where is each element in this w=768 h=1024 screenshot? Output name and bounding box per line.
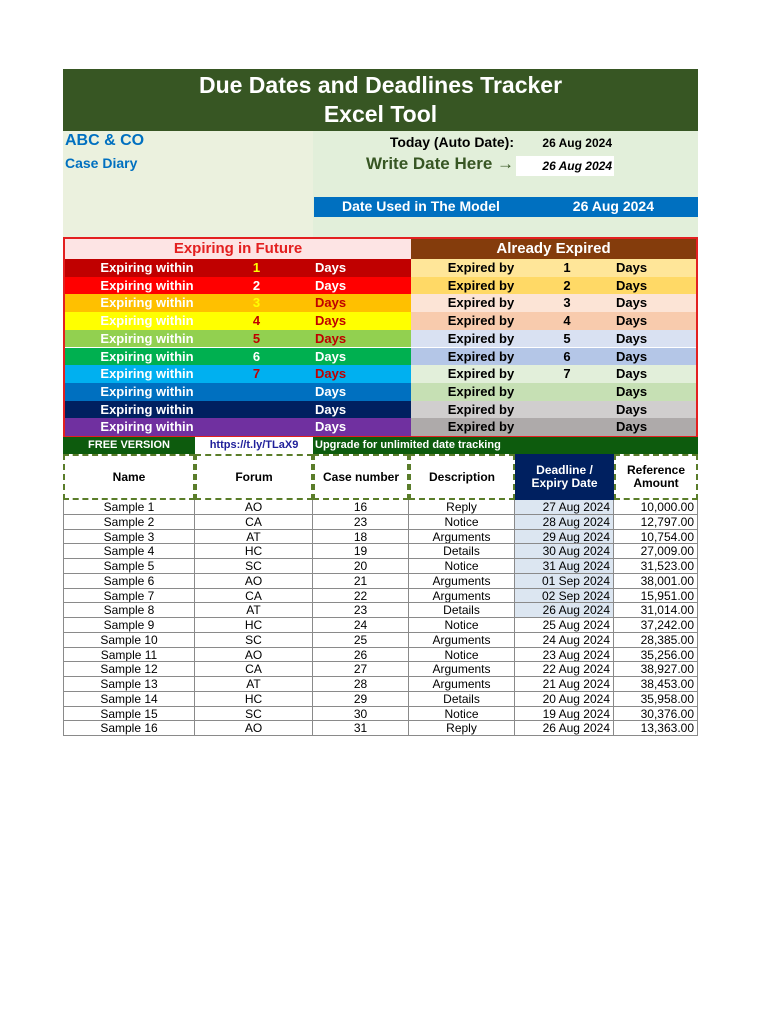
- table-cell: 35,256.00: [614, 648, 698, 663]
- table-cell: 31: [313, 721, 409, 736]
- legend-future-label: Expiring within: [100, 330, 194, 346]
- table-cell: 27: [313, 662, 409, 677]
- table-cell: Arguments: [409, 589, 515, 604]
- table-cell: 23: [313, 603, 409, 618]
- table-row[interactable]: [63, 589, 698, 604]
- table-row[interactable]: [63, 515, 698, 530]
- legend-future-days: Days: [315, 348, 347, 364]
- table-cell: Sample 13: [63, 677, 195, 692]
- table-cell: Details: [409, 603, 515, 618]
- table-cell: 29 Aug 2024: [515, 530, 614, 545]
- legend-expired-label: Expired by: [447, 277, 515, 293]
- legend-expired-row: [411, 312, 696, 330]
- table-row[interactable]: [63, 677, 698, 692]
- model-date-value: 26 Aug 2024: [572, 198, 654, 214]
- table-cell: 23 Aug 2024: [515, 648, 614, 663]
- legend-expired-days: Days: [616, 330, 648, 346]
- legend-expired-days: Days: [616, 419, 648, 435]
- table-cell: AT: [195, 530, 313, 545]
- table-cell: HC: [195, 692, 313, 707]
- table-cell: 24 Aug 2024: [515, 633, 614, 648]
- table-cell: 02 Sep 2024: [515, 589, 614, 604]
- legend-expired-row: [411, 294, 696, 312]
- legend-future-row: [65, 383, 411, 401]
- table-cell: 28: [313, 677, 409, 692]
- table-cell: Sample 7: [63, 589, 195, 604]
- legend-expired-num: 7: [563, 366, 571, 382]
- legend-expired-days: Days: [616, 366, 648, 382]
- legend-future-num: 7: [252, 366, 261, 382]
- table-cell: Arguments: [409, 633, 515, 648]
- table-cell: Sample 14: [63, 692, 195, 707]
- legend-future-days: Days: [315, 330, 347, 346]
- legend-expired-row: [411, 277, 696, 295]
- legend-future-days: Days: [315, 401, 347, 417]
- table-row[interactable]: [63, 721, 698, 736]
- legend-expired-row: [411, 365, 696, 383]
- table-cell: 25: [313, 633, 409, 648]
- legend-future-label: Expiring within: [100, 401, 194, 417]
- legend-future-row: [65, 294, 411, 312]
- table-cell: CA: [195, 662, 313, 677]
- table-row[interactable]: [63, 544, 698, 559]
- table-cell: 19: [313, 544, 409, 559]
- legend-future-days: Days: [315, 260, 347, 275]
- legend-expired-row: [411, 348, 696, 366]
- table-cell: Notice: [409, 559, 515, 574]
- table-cell: Notice: [409, 618, 515, 633]
- table-cell: 12,797.00: [614, 515, 698, 530]
- legend-expired-days: Days: [616, 295, 648, 311]
- column-header: Forum: [195, 454, 313, 500]
- legend-future-days: Days: [315, 295, 347, 311]
- table-cell: 30: [313, 707, 409, 722]
- table-cell: 20 Aug 2024: [515, 692, 614, 707]
- table-cell: Sample 3: [63, 530, 195, 545]
- table-cell: 15,951.00: [614, 589, 698, 604]
- legend-future-label: Expiring within: [100, 383, 194, 399]
- table-cell: Notice: [409, 648, 515, 663]
- title-line-1: Due Dates and Deadlines Tracker: [198, 72, 563, 98]
- legend-future-num: 6: [252, 348, 261, 364]
- legend-future-row: [65, 277, 411, 295]
- legend-expired-days: Days: [616, 313, 648, 329]
- table-row[interactable]: [63, 530, 698, 545]
- table-cell: 23: [313, 515, 409, 530]
- legend-future-row: [65, 365, 411, 383]
- upgrade-link[interactable]: https://t.ly/TLaX9: [195, 437, 313, 454]
- table-cell: Reply: [409, 500, 515, 515]
- legend-expired-row: [411, 330, 696, 348]
- expiry-legend: [63, 237, 698, 437]
- legend-future-label: Expiring within: [100, 260, 194, 275]
- model-date-bar: [314, 197, 698, 217]
- table-cell: 21: [313, 574, 409, 589]
- legend-expired-row: [411, 401, 696, 419]
- table-cell: 28,385.00: [614, 633, 698, 648]
- table-cell: HC: [195, 544, 313, 559]
- legend-expired-label: Expired by: [447, 366, 515, 382]
- legend-future-label: Expiring within: [100, 313, 194, 329]
- column-header: Name: [63, 454, 195, 500]
- table-cell: 22: [313, 589, 409, 604]
- legend-expired-days: Days: [616, 277, 648, 293]
- table-cell: 10,000.00: [614, 500, 698, 515]
- legend-expired-num: 4: [563, 313, 571, 329]
- table-cell: HC: [195, 618, 313, 633]
- table-cell: 01 Sep 2024: [515, 574, 614, 589]
- legend-expired-num: 1: [563, 260, 571, 275]
- legend-expired-row: [411, 418, 696, 436]
- legend-expired-row: [411, 259, 696, 277]
- column-header: Case number: [313, 454, 409, 500]
- legend-expired-days: Days: [616, 348, 648, 364]
- future-legend-heading: Expiring in Future: [65, 239, 411, 259]
- table-cell: 27 Aug 2024: [515, 500, 614, 515]
- table-cell: Arguments: [409, 677, 515, 692]
- legend-future-num: 3: [252, 295, 261, 311]
- table-cell: 31,014.00: [614, 603, 698, 618]
- today-value: 26 Aug 2024: [542, 136, 612, 150]
- legend-future-label: Expiring within: [100, 277, 194, 293]
- table-cell: Details: [409, 544, 515, 559]
- expired-legend-heading: Already Expired: [411, 239, 696, 259]
- legend-future-label: Expiring within: [100, 295, 194, 311]
- page-title: [63, 69, 698, 131]
- column-header: Deadline / Expiry Date: [515, 454, 614, 500]
- table-cell: 38,927.00: [614, 662, 698, 677]
- legend-expired-num: 3: [563, 295, 571, 311]
- legend-future-row: [65, 312, 411, 330]
- legend-expired-label: Expired by: [447, 348, 515, 364]
- legend-expired-label: Expired by: [447, 419, 515, 435]
- table-cell: 31 Aug 2024: [515, 559, 614, 574]
- legend-future-days: Days: [315, 277, 347, 293]
- legend-future-num: 1: [252, 260, 261, 275]
- table-cell: 26: [313, 648, 409, 663]
- table-cell: SC: [195, 633, 313, 648]
- legend-future-days: Days: [315, 313, 347, 329]
- table-row[interactable]: [63, 618, 698, 633]
- legend-future-row: [65, 330, 411, 348]
- upgrade-text: Upgrade for unlimited date tracking: [313, 437, 698, 454]
- table-cell: Sample 9: [63, 618, 195, 633]
- table-cell: 27,009.00: [614, 544, 698, 559]
- write-date-input[interactable]: 26 Aug 2024: [516, 156, 614, 176]
- table-cell: 31,523.00: [614, 559, 698, 574]
- table-cell: 38,001.00: [614, 574, 698, 589]
- table-cell: 30 Aug 2024: [515, 544, 614, 559]
- table-cell: Sample 4: [63, 544, 195, 559]
- legend-expired-days: Days: [616, 260, 648, 275]
- legend-expired-days: Days: [616, 383, 648, 399]
- table-cell: Arguments: [409, 574, 515, 589]
- table-row[interactable]: [63, 500, 698, 515]
- table-cell: Notice: [409, 707, 515, 722]
- table-cell: 10,754.00: [614, 530, 698, 545]
- table-cell: AT: [195, 677, 313, 692]
- table-cell: Sample 5: [63, 559, 195, 574]
- legend-future-num: 4: [252, 313, 261, 329]
- table-cell: 37,242.00: [614, 618, 698, 633]
- legend-expired-label: Expired by: [447, 295, 515, 311]
- table-row[interactable]: [63, 707, 698, 722]
- table-cell: SC: [195, 559, 313, 574]
- column-header: Description: [409, 454, 515, 500]
- legend-future-row: [65, 401, 411, 419]
- table-cell: 20: [313, 559, 409, 574]
- legend-future-row: [65, 259, 411, 277]
- table-row[interactable]: [63, 574, 698, 589]
- table-cell: Sample 1: [63, 500, 195, 515]
- table-cell: Sample 6: [63, 574, 195, 589]
- legend-expired-label: Expired by: [447, 383, 515, 399]
- table-cell: Arguments: [409, 530, 515, 545]
- table-cell: 22 Aug 2024: [515, 662, 614, 677]
- legend-expired-label: Expired by: [447, 313, 515, 329]
- table-cell: 28 Aug 2024: [515, 515, 614, 530]
- case-diary-label: Case Diary: [65, 155, 138, 171]
- table-cell: AO: [195, 648, 313, 663]
- table-cell: 38,453.00: [614, 677, 698, 692]
- table-cell: Sample 16: [63, 721, 195, 736]
- write-date-label: Write Date Here →: [365, 154, 514, 173]
- table-row[interactable]: [63, 692, 698, 707]
- table-cell: 26 Aug 2024: [515, 603, 614, 618]
- table-cell: Sample 11: [63, 648, 195, 663]
- table-cell: Sample 10: [63, 633, 195, 648]
- table-cell: 21 Aug 2024: [515, 677, 614, 692]
- table-cell: Details: [409, 692, 515, 707]
- legend-future-days: Days: [315, 366, 347, 382]
- table-cell: 35,958.00: [614, 692, 698, 707]
- today-label: Today (Auto Date):: [389, 134, 514, 150]
- table-header: [63, 454, 698, 500]
- legend-future-label: Expiring within: [100, 419, 194, 435]
- table-cell: Sample 15: [63, 707, 195, 722]
- legend-future-days: Days: [315, 383, 347, 399]
- table-cell: AT: [195, 603, 313, 618]
- table-cell: AO: [195, 500, 313, 515]
- table-cell: CA: [195, 515, 313, 530]
- table-cell: Notice: [409, 515, 515, 530]
- table-cell: 29: [313, 692, 409, 707]
- table-cell: Arguments: [409, 662, 515, 677]
- table-cell: Sample 8: [63, 603, 195, 618]
- version-banner: [63, 437, 698, 454]
- legend-future-row: [65, 418, 411, 436]
- table-cell: SC: [195, 707, 313, 722]
- title-line-2: Excel Tool: [323, 101, 438, 127]
- table-cell: Sample 2: [63, 515, 195, 530]
- company-name: ABC & CO: [65, 132, 145, 149]
- table-cell: CA: [195, 589, 313, 604]
- legend-expired-label: Expired by: [447, 401, 515, 417]
- legend-expired-row: [411, 383, 696, 401]
- table-cell: AO: [195, 721, 313, 736]
- table-row[interactable]: [63, 603, 698, 618]
- legend-expired-num: 2: [563, 277, 571, 293]
- table-cell: AO: [195, 574, 313, 589]
- legend-future-num: 5: [252, 330, 261, 346]
- free-version-label: FREE VERSION: [63, 437, 195, 454]
- table-cell: Reply: [409, 721, 515, 736]
- legend-expired-num: 6: [563, 348, 571, 364]
- table-row[interactable]: [63, 662, 698, 677]
- table-cell: 18: [313, 530, 409, 545]
- table-cell: 16: [313, 500, 409, 515]
- table-row[interactable]: [63, 559, 698, 574]
- legend-future-label: Expiring within: [100, 348, 194, 364]
- legend-expired-num: 5: [563, 330, 571, 346]
- table-cell: 25 Aug 2024: [515, 618, 614, 633]
- legend-expired-label: Expired by: [447, 260, 515, 275]
- case-table-body: [63, 500, 698, 736]
- legend-future-days: Days: [315, 419, 347, 435]
- legend-expired-label: Expired by: [447, 330, 515, 346]
- legend-future-num: 2: [252, 277, 261, 293]
- table-cell: 24: [313, 618, 409, 633]
- table-cell: Sample 12: [63, 662, 195, 677]
- column-header: Reference Amount: [614, 454, 698, 500]
- legend-future-label: Expiring within: [100, 366, 194, 382]
- table-row[interactable]: [63, 633, 698, 648]
- table-cell: 19 Aug 2024: [515, 707, 614, 722]
- model-date-label: Date Used in The Model: [342, 198, 500, 214]
- legend-expired-days: Days: [616, 401, 648, 417]
- table-cell: 13,363.00: [614, 721, 698, 736]
- table-row[interactable]: [63, 648, 698, 663]
- legend-future-row: [65, 348, 411, 366]
- table-cell: 26 Aug 2024: [515, 721, 614, 736]
- table-cell: 30,376.00: [614, 707, 698, 722]
